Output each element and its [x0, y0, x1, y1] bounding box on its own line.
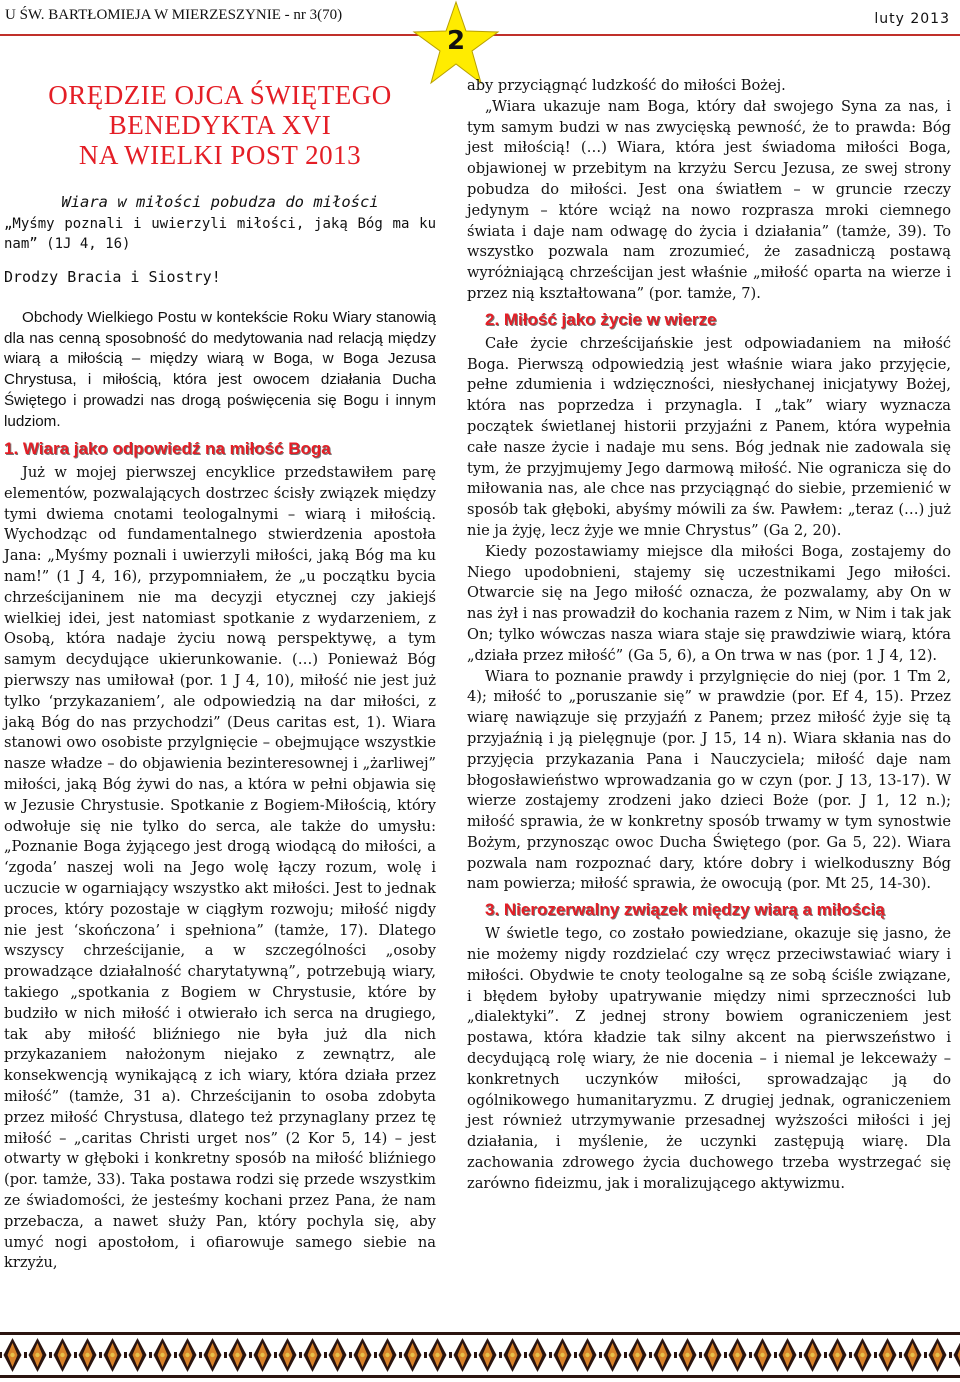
header-date: luty 2013	[874, 11, 950, 27]
header-parish-issue: U ŚW. BARTŁOMIEJA W MIERZESZYNIE - nr 3(70)	[5, 7, 343, 23]
page-number: 2	[446, 26, 466, 56]
article-subtitle: Wiara w miłości pobudza do miłości	[61, 193, 379, 211]
page-number-star	[412, 0, 500, 86]
section-2-paragraph-1: Całe życie chrześcijańskie jest odpowiadaniem na miłość Boga. Pierwszą odpowiedzią jest właśnie wiara jako przyjęcie, pełne zdumienia i wdzięczności, niesłychanej inicjatywy Bożej, która nas poprzedza i przynagla. I „tak” wiary wyznacza początek świetlanej historii przyjaźni z Panem, która wypełnia całe nasze życie i nadaje mu sens. Bóg jednak nie zadowala się tym, że przyjmujemy Jego darmową miłość. Nie ogranicza się do miłowania nas, ale chce nas przyciągnąć do siebie, przemienić w sposób tak głęboki, abyśmy mówili za św. Pawłem: „teraz (…) już nie ja żyję, lecz żyje we mnie Chrystus” (Ga 2, 20).	[467, 334, 951, 539]
section-3-heading: 3. Nierozerwalny związek między wiarą a miłością	[485, 900, 885, 920]
decorative-folk-border	[0, 1328, 960, 1382]
title-line-1: ORĘDZIE OJCA ŚWIĘTEGO	[48, 80, 392, 110]
section-1-heading: 1. Wiara jako odpowiedź na miłość Boga	[4, 439, 331, 459]
right-column	[467, 76, 951, 1195]
intro-paragraph: Obchody Wielkiego Postu w kontekście Roku Wiary stanowią dla nas cenną sposobność do medytowania nad relacją między wiarą a miłością – między wiarą w Boga, w Boga Jezusa Chrystusa, i miłością, która jest owocem działania Ducha Świętego i prowadzi nas drogą poświęcenia się Bogu i innym ludziom.	[4, 308, 436, 431]
section-2-paragraph-3: Wiara to poznanie prawdy i przylgnięcie do niej (por. 1 Tm 2, 4); miłość to „poruszanie się” w prawdzie (por. Ef 4, 15). Przez wiarę nawiązuje się przyjaźń z Panem; przez miłość żyje się tą przyjaźnią i ją pielęgnuje (por. J 15, 14 n). Wiara skłania nas do przyjęcia przykazania Pana i Nauczyciela; miłość daje nam błogosławieństwo wprowadzania go w czyn (por. J 13, 13-17). W wierze zostajemy zrodzeni jako dzieci Boże (por. J 1, 12 n.); miłość sprawia, że w konkretny sposób trwamy w tym synostwie Bożym, przynosząc owoc Ducha Świętego (por. Ga 5, 22). Wiara pozwala nam rozpoznać dary, które dobry i wielkoduszny Bóg nam powierza; miłość sprawia, że owocują (por. Mt 25, 14-30).	[467, 667, 951, 893]
title-line-3: NA WIELKI POST 2013	[78, 140, 362, 170]
quote-paragraph: „Wiara ukazuje nam Boga, który dał swojego Syna za nas, i tym samym budzi w nas zwycięską pewność, że to prawda: Bóg jest miłością! (…) Wiara, która jest świadoma miłości Boga, objawionej w przebitym na krzyżu Sercu Jezusa, ze swej strony pobudza do miłości. Jest ona światłem – w gruncie rzeczy jedynym – które wciąż na nowo rozprasza mroki ciemnego świata i daje nam odwagę do życia i działania” (tamże, 39). To wszystko pozwala nam zrozumieć, że zasadniczą postawą wyróżniającą chrześcijan jest właśnie „miłość oparta na wierze i przez nią kształtowana” (por. tamże, 7).	[467, 97, 951, 302]
greeting: Drodzy Bracia i Siostry!	[4, 267, 221, 286]
section-2-heading: 2. Miłość jako życie w wierze	[485, 309, 717, 329]
left-column	[4, 78, 436, 1274]
continuation-paragraph: aby przyciągnąć ludzkość do miłości Bożej.	[467, 77, 786, 94]
article-title	[4, 80, 436, 170]
section-1-paragraph: Już w mojej pierwszej encyklice przedstawiłem parę elementów, pozwalających dostrzec ścisły związek między tymi dwiema cnotami teologalnymi – wiarą i miłością. Wychodząc od fundamentalnego stwierdzenia apostoła Jana: „Myśmy poznali i uwierzyli miłości, jaką Bóg ma ku nam!” (1 J 4, 16), przypomniałem, że „u początku bycia chrześcijaninem nie ma decyzji etycznej czy jakiejś wielkiej idei, jest natomiast spotkanie z wydarzeniem, z Osobą, która nadaje życiu nową perspektywę, a tym samym decydujące ukierunkowanie. (…) Ponieważ Bóg pierwszy nas umiłował (por. 1 J 4, 10), miłość nie jest już tylko ‘przykazaniem’, ale odpowiedzią na dar miłości, z jaką Bóg do nas przychodzi” (Deus caritas est, 1). Wiara stanowi owo osobiste przylgnięcie – obejmujące wszystkie nasze władze – do objawienia bezinteresownej i „żarliwej” miłości, jaką Bóg żywi do nas, a która w pełni objawia się w Jezusie Chrystusie. Spotkanie z Bogiem-Miłością, który odwołuje się nie tylko do serca, ale także do umysłu: „Poznanie Boga żyjącego jest drogą wiodącą do miłości, a ‘zgoda’ naszej woli na Jego wolę łączy rozum, wolę i uczucie w ogarniający wszystko akt miłości. Jest to jednak proces, który pozostaje w ciągłym rozwoju; miłość nigdy nie jest ‘skończona’ i spełniona” (tamże, 17). Dlatego wszyscy chrześcijanie, a w szczególności „osoby prowadzące działalność charytatywną”, potrzebują wiary, takiego „spotkania z Bogiem w Chrystusie, które by budziło w nich miłość i otwierało ich serca na drugiego, tak aby miłość bliźniego nie była już dla nich przykazaniem nałożonym niejako z zewnątrz, ale konsekwencją wynikającą z ich wiary, która działa przez miłość” (tamże, 31 a). Chrześcijanin to osoba zdobyta przez miłość Chrystusa, dlatego też przynaglany przez tę miłość – „caritas Christi urget nos” (2 Kor 5, 14) – jest otwarty w głęboki i konkretny sposób na miłość bliźniego (por. tamże, 33). Taka postawa rodzi się przede wszystkim ze świadomości, że jesteśmy kochani przez Pana, że nam przebacza, a nawet służy Pan, który pochyla się, aby umyć nogi apostołom, i ofiarowuje samego siebie na krzyżu,	[4, 464, 436, 1272]
title-line-2: BENEDYKTA XVI	[108, 110, 332, 140]
motto-quote: „Myśmy poznali i uwierzyli miłości, jaką Bóg ma ku nam” (1J 4, 16)	[4, 215, 436, 252]
folk-pattern-icon	[0, 1328, 960, 1382]
section-3-paragraph-1: W świetle tego, co zostało powiedziane, okazuje się jasno, że nie możemy nigdy rozdzielać czy wręcz przeciwstawiać wiary i miłości. Obydwie te cnoty teologalne są ze sobą ściśle związane, i błędem byłoby upatrywanie między nimi sprzeczności lub „dialektyki”. Z jednej strony bowiem ograniczeniem jest postawa, która kładzie tak silny akcent na pierwszeństwo i decydującą rolę wiary, że nie docenia – i niemal je lekceważy – konkretnych uczynków miłości, sprowadzając ją do ogólnikowego humanitaryzmu. Z drugiej jednak, ograniczeniem jest również utrzymywanie przesadnej wyższości miłości i jej działania, i myślenie, że uczynki zastępują wiarę. Dla zachowania zdrowego życia duchowego trzeba wystrzegać się zarówno fideizmu, jak i moralizującego aktywizmu.	[467, 925, 951, 1192]
section-2-paragraph-2: Kiedy pozostawiamy miejsce dla miłości Boga, zostajemy do Niego upodobnieni, stajemy się uczestnikami Jego miłości. Otwarcie się na Jego miłość oznacza, że pozwalamy, aby On w nas żył i nas prowadził do kochania razem z Nim, w Nim i tak jak On; tylko wówczas nasza wiara staje się prawdziwie wiarą, która „działa przez miłość” (Ga 5, 6), a On trwa w nas (por. 1 J 4, 12).	[467, 542, 951, 664]
